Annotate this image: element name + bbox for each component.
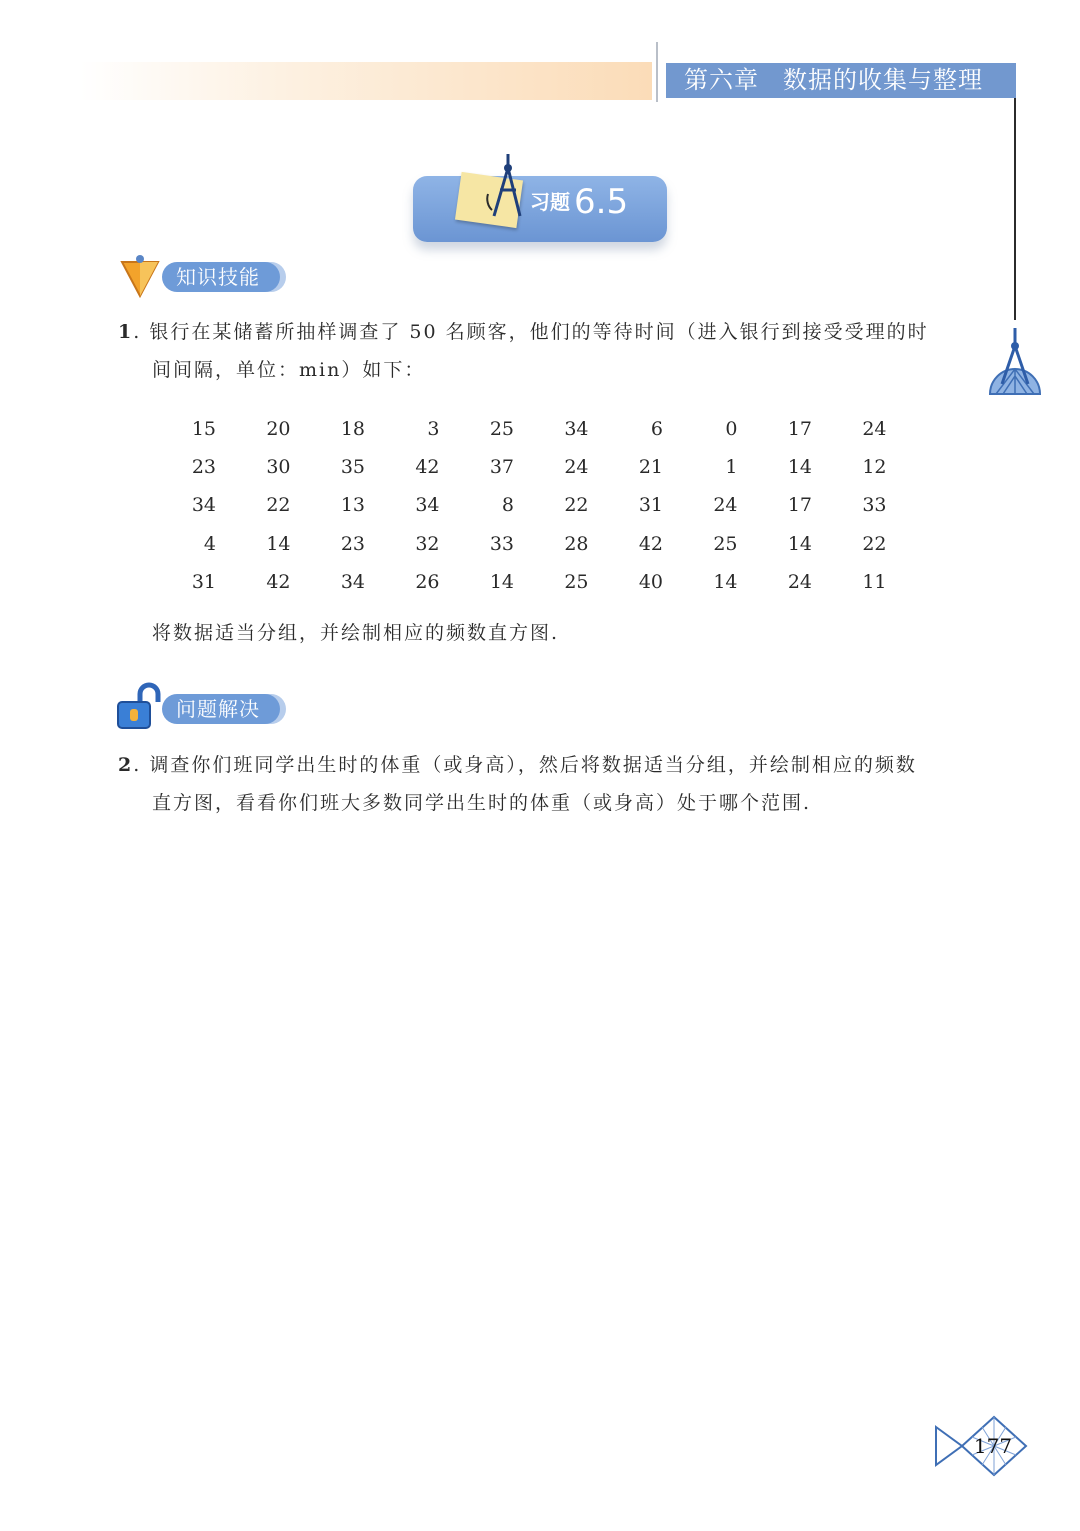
exercise-number: 6.5: [574, 182, 629, 222]
table-cell: 14: [713, 570, 738, 593]
section-tag-skills: 知识技能: [162, 262, 280, 292]
table-cell: 22: [862, 532, 887, 555]
section-tag-problem-solving: 问题解决: [162, 694, 280, 724]
table-cell: 42: [266, 570, 291, 593]
table-cell: 24: [862, 418, 887, 441]
chapter-label: 第六章: [684, 66, 759, 94]
table-cell: 22: [564, 494, 589, 517]
header-gradient-band: [80, 62, 652, 100]
table-cell: 30: [266, 456, 291, 479]
table-row: [170, 525, 901, 563]
table-cell: 34: [564, 418, 589, 441]
table-cell: 31: [191, 570, 216, 593]
table-cell: 31: [638, 494, 663, 517]
table-cell: 20: [266, 418, 291, 441]
chapter-title: 数据的收集与整理: [783, 66, 983, 94]
table-cell: 35: [340, 456, 365, 479]
table-cell: 33: [862, 494, 887, 517]
table-cell: 40: [638, 570, 663, 593]
table-cell: 14: [787, 456, 812, 479]
header-divider: [656, 42, 658, 102]
table-cell: 34: [415, 494, 440, 517]
exercise-prefix: 习题: [530, 190, 570, 214]
problem-2-text-1: . 调查你们班同学出生时的体重（或身高），然后将数据适当分组，并绘制相应的频数: [133, 754, 917, 776]
table-cell: 8: [501, 494, 514, 517]
table-cell: 37: [489, 456, 514, 479]
table-cell: 34: [191, 494, 216, 517]
table-row: [170, 448, 901, 486]
table-cell: 11: [862, 570, 887, 593]
table-cell: 25: [713, 532, 738, 555]
problem-1-number: 1: [118, 321, 134, 343]
table-cell: 25: [489, 418, 514, 441]
table-cell: 26: [415, 570, 440, 593]
open-lock-icon: [114, 682, 162, 730]
table-cell: 24: [787, 570, 812, 593]
table-cell: 24: [713, 494, 738, 517]
problem-1-instruction: 将数据适当分组，并绘制相应的频数直方图.: [152, 622, 560, 644]
margin-rule: [1014, 98, 1016, 320]
exercise-title: [530, 182, 628, 232]
table-cell: 12: [862, 456, 887, 479]
table-cell: 3: [427, 418, 440, 441]
table-cell: 15: [191, 418, 216, 441]
problem-2-line-1: [118, 752, 917, 778]
table-cell: 25: [564, 570, 589, 593]
table-cell: 17: [787, 494, 812, 517]
table-cell: 22: [266, 494, 291, 517]
table-cell: 6: [650, 418, 663, 441]
table-row: [170, 563, 901, 601]
waiting-time-table: [170, 410, 901, 601]
table-cell: 17: [787, 418, 812, 441]
problem-2-number: 2: [118, 754, 134, 776]
table-cell: 14: [787, 532, 812, 555]
table-row: [170, 486, 901, 524]
table-cell: 1: [725, 456, 738, 479]
problem-1-text-1: . 银行在某储蓄所抽样调查了 50 名顾客，他们的等待时间（进入银行到接受受理的时: [133, 321, 929, 343]
table-cell: 42: [638, 532, 663, 555]
compass-icon: [470, 150, 530, 228]
funnel-triangle-icon: [120, 252, 160, 298]
problem-1-line-2: 间间隔，单位：min）如下：: [152, 359, 426, 381]
table-cell: 18: [340, 418, 365, 441]
table-cell: 14: [266, 532, 291, 555]
table-cell: 42: [415, 456, 440, 479]
table-cell: 23: [191, 456, 216, 479]
table-cell: 32: [415, 532, 440, 555]
table-cell: 4: [203, 532, 216, 555]
table-cell: 33: [489, 532, 514, 555]
table-cell: 23: [340, 532, 365, 555]
table-cell: 0: [725, 418, 738, 441]
problem-1-line-1: [118, 319, 929, 345]
problem-2-line-2: 直方图，看看你们班大多数同学出生时的体重（或身高）处于哪个范围.: [152, 792, 812, 814]
table-cell: 24: [564, 456, 589, 479]
chapter-header: [666, 63, 1016, 98]
table-row: [170, 410, 901, 448]
page-number: 177: [973, 1434, 1013, 1458]
table-cell: 13: [340, 494, 365, 517]
compass-protractor-icon: [986, 324, 1044, 398]
table-cell: 34: [340, 570, 365, 593]
table-cell: 21: [638, 456, 663, 479]
table-cell: 28: [564, 532, 589, 555]
table-cell: 14: [489, 570, 514, 593]
